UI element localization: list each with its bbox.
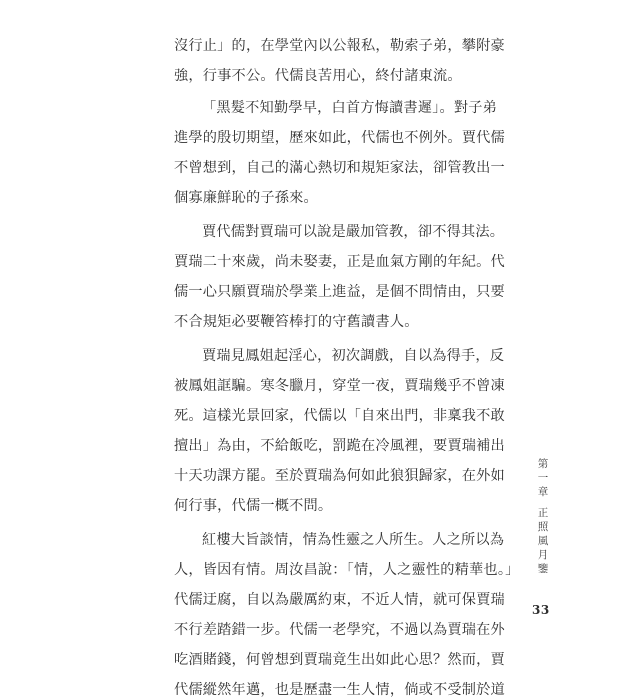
- text-line: 紅樓大旨談情，情為性靈之人所生。人之所以為: [202, 532, 505, 548]
- text-line: 儒一心只願賈瑞於學業上進益，是個不問情由，只要: [174, 284, 505, 300]
- text-line: 代儒迂腐，自以為嚴厲約束，不近人情，就可保賈瑞: [174, 592, 505, 608]
- chapter-label: 第一章: [537, 458, 549, 498]
- text-line: 不曾想到，自己的滿心熱切和規矩家法，卻管教出一: [174, 160, 505, 176]
- text-line: 強，行事不公。代儒良苦用心，終付諸東流。: [174, 68, 462, 84]
- text-line: 擅出」為由，不給飯吃，罰跪在冷風裡，要賈瑞補出: [174, 438, 505, 454]
- text-line: 「黑髮不知勤學早，白首方悔讀書遲」。對子弟: [202, 100, 498, 116]
- text-line: 吃酒賭錢，何曾想到賈瑞竟生出如此心思？然而，賈: [174, 652, 505, 668]
- margin-gap: [536, 499, 550, 507]
- text-line: 十天功課方罷。至於賈瑞為何如此狼狽歸家，在外如: [174, 468, 505, 484]
- text-line: 賈代儒對賈瑞可以說是嚴加管教，卻不得其法。: [202, 224, 505, 240]
- text-line: 不合規矩必要鞭笞棒打的守舊讀書人。: [174, 314, 419, 330]
- text-line: 何行事，代儒一概不問。: [174, 498, 333, 514]
- text-line: 賈瑞二十來歲，尚未娶妻，正是血氣方剛的年紀。代: [174, 254, 505, 270]
- section-label: 正照風月鑒: [537, 507, 549, 575]
- text-line: 不行差踏錯一步。代儒一老學究，不過以為賈瑞在外: [174, 622, 505, 638]
- text-line: 人，皆因有情。周汝昌說：「情，人之靈性的精華也。」: [174, 562, 520, 578]
- page-number: 33: [532, 603, 550, 617]
- text-line: 進學的殷切期望，歷來如此，代儒也不例外。賈代儒: [174, 130, 505, 146]
- text-line: 賈瑞見鳳姐起淫心，初次調戲，自以為得手，反: [202, 348, 505, 364]
- text-line: 沒行止」的，在學堂內以公報私，勒索子弟，攀附豪: [174, 38, 505, 54]
- text-line: 被鳳姐誆騙。寒冬臘月，穿堂一夜，賈瑞幾乎不曾凍: [174, 378, 505, 394]
- running-header: [536, 458, 550, 576]
- text-line: 個寡廉鮮恥的子孫來。: [174, 190, 318, 206]
- text-line: 死。這樣光景回家，代儒以「自來出門，非稟我不敢: [174, 408, 505, 424]
- text-line: 代儒縱然年邁，也是歷盡一生人情，倘或不受制於道: [174, 682, 505, 698]
